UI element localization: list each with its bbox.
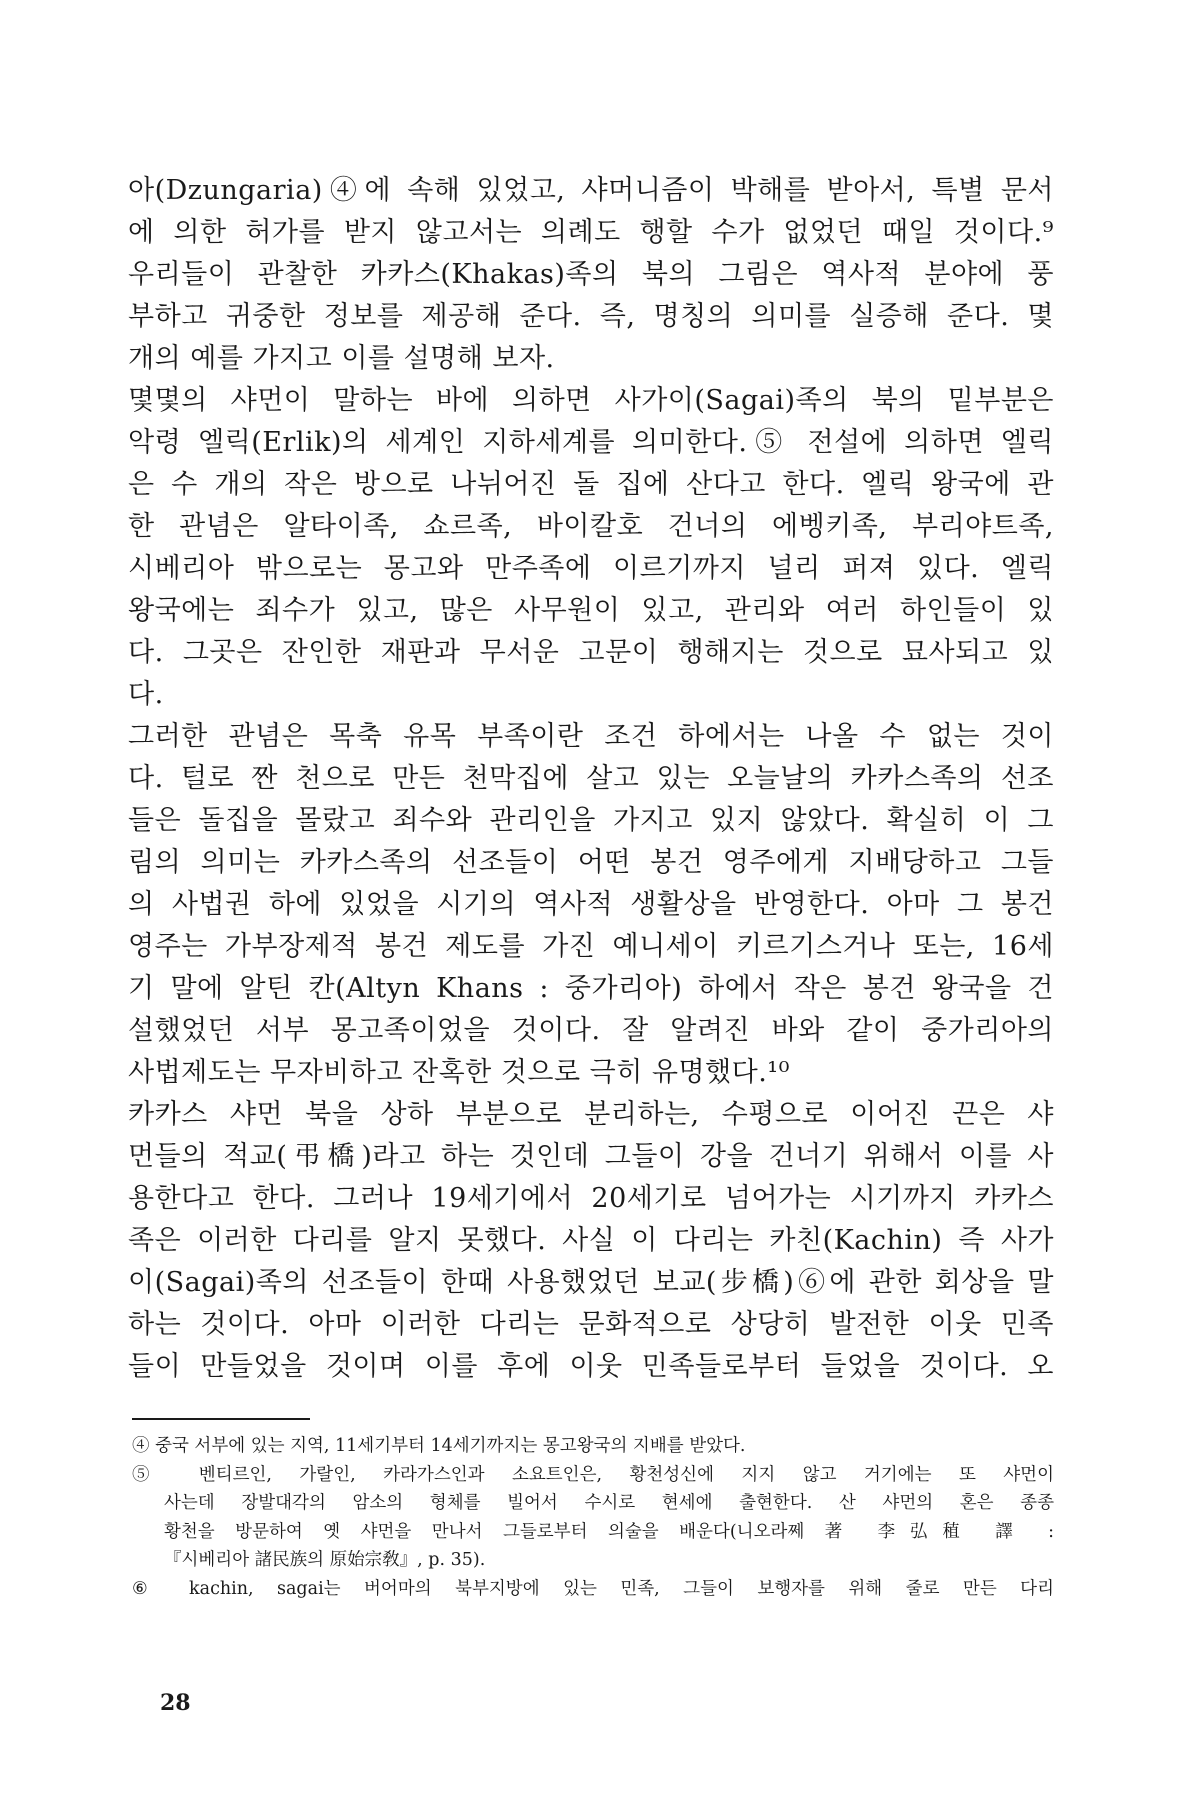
text-line: 먼들의 적교(弔橋)라고 하는 것인데 그들이 강을 건너기 위해서 이를 사: [128, 1141, 1054, 1172]
text-line: 기 말에 알틴 칸(Altyn Khans : 중가리아) 하에서 작은 봉건 왕국을 건: [128, 973, 1054, 1004]
text-line: 의 사법권 하에 있었을 시기의 역사적 생활상을 반영한다. 아마 그 봉건: [128, 889, 1054, 920]
text-line: 우리들이 관찰한 카카스(Khakas)족의 북의 그림은 역사적 분야에 풍: [128, 259, 1054, 290]
text-line: 그러한 관념은 목축 유목 부족이란 조건 하에서는 나올 수 없는 것이: [128, 721, 1054, 752]
text-line: 다. 털로 짠 천으로 만든 천막집에 살고 있는 오늘날의 카카스족의 선조: [128, 763, 1054, 794]
footnotes: [132, 1432, 1054, 1603]
text-line: 왕국에는 죄수가 있고, 많은 사무원이 있고, 관리와 여러 하인들이 있: [128, 595, 1054, 626]
footnote-line: ⑥ kachin, sagai는 버어마의 북부지방에 있는 민족, 그들이 보행자를 위해 줄로 만든 다리: [132, 1578, 1054, 1599]
text-line: 에 의한 허가를 받지 않고서는 의례도 행할 수가 없었던 때일 것이다.⁹: [128, 217, 1054, 248]
text-line: 카카스 샤먼 북을 상하 부분으로 분리하는, 수평으로 이어진 끈은 샤: [128, 1099, 1054, 1130]
text-line: 용한다고 한다. 그러나 19세기에서 20세기로 넘어가는 시기까지 카카스: [128, 1183, 1054, 1214]
text-line: 족은 이러한 다리를 알지 못했다. 사실 이 다리는 카친(Kachin) 즉 사가: [128, 1225, 1054, 1256]
text-line: 시베리아 밖으로는 몽고와 만주족에 이르기까지 널리 퍼져 있다. 엘릭: [128, 553, 1054, 584]
footnote-divider: [132, 1418, 310, 1420]
text-line: 악령 엘릭(Erlik)의 세계인 지하세계를 의미한다.⑤ 전설에 의하면 엘릭: [128, 427, 1054, 458]
text-line: 개의 예를 가지고 이를 설명해 보자.: [128, 343, 555, 374]
text-line: 림의 의미는 카카스족의 선조들이 어떤 봉건 영주에게 지배당하고 그들: [128, 847, 1054, 878]
footnote-line: ④ 중국 서부에 있는 지역, 11세기부터 14세기까지는 몽고왕국의 지배를 받았다.: [132, 1436, 746, 1456]
text-line: 하는 것이다. 아마 이러한 다리는 문화적으로 상당히 발전한 이웃 민족: [128, 1309, 1054, 1340]
text-line: 아(Dzungaria)④에 속해 있었고, 샤머니즘이 박해를 받아서, 특별 문서: [128, 175, 1054, 206]
text-line: 다.: [128, 679, 164, 710]
text-line: 사법제도는 무자비하고 잔혹한 것으로 극히 유명했다.¹⁰: [128, 1057, 790, 1088]
text-line: 한 관념은 알타이족, 쇼르족, 바이칼호 건너의 에벵키족, 부리야트족,: [128, 511, 1054, 542]
text-line: 은 수 개의 작은 방으로 나뉘어진 돌 집에 산다고 한다. 엘릭 왕국에 관: [128, 469, 1054, 500]
text-line: 이(Sagai)족의 선조들이 한때 사용했었던 보교(步橋)⑥에 관한 회상을 말: [128, 1267, 1054, 1298]
footnote-line: 사는데 장발대각의 암소의 형체를 빌어서 수시로 현세에 출현한다. 산 샤먼의 혼은 종종: [164, 1493, 1054, 1513]
text-line: 들은 돌집을 몰랐고 죄수와 관리인을 가지고 있지 않았다. 확실히 이 그: [128, 805, 1054, 836]
text-line: 몇몇의 샤먼이 말하는 바에 의하면 사가이(Sagai)족의 북의 밑부분은: [128, 385, 1054, 416]
main-text: [128, 170, 1054, 1388]
text-line: 들이 만들었을 것이며 이를 후에 이웃 민족들로부터 들었을 것이다. 오: [128, 1351, 1054, 1382]
text-line: 영주는 가부장제적 봉건 제도를 가진 예니세이 키르기스거나 또는, 16세: [128, 931, 1054, 962]
text-line: 설했었던 서부 몽고족이었을 것이다. 잘 알려진 바와 같이 중가리아의: [128, 1015, 1054, 1046]
footnote-line: 『시베리아 諸民族의 原始宗敎』, p. 35).: [164, 1550, 486, 1570]
text-line: 다. 그곳은 잔인한 재판과 무서운 고문이 행해지는 것으로 묘사되고 있: [128, 637, 1054, 668]
page-number: 28: [160, 1690, 191, 1716]
footnote-line: ⑤ 벤티르인, 가랄인, 카라가스인과 소요트인은, 황천성신에 지지 않고 거기에는 또 샤먼이: [132, 1464, 1054, 1485]
text-line: 부하고 귀중한 정보를 제공해 준다. 즉, 명칭의 의미를 실증해 준다. 몇: [128, 301, 1054, 332]
footnote-line: 황천을 방문하여 옛 샤먼을 만나서 그들로부터 의술을 배운다(니오라쩨 著 李弘稙 譯 :: [164, 1521, 1054, 1542]
